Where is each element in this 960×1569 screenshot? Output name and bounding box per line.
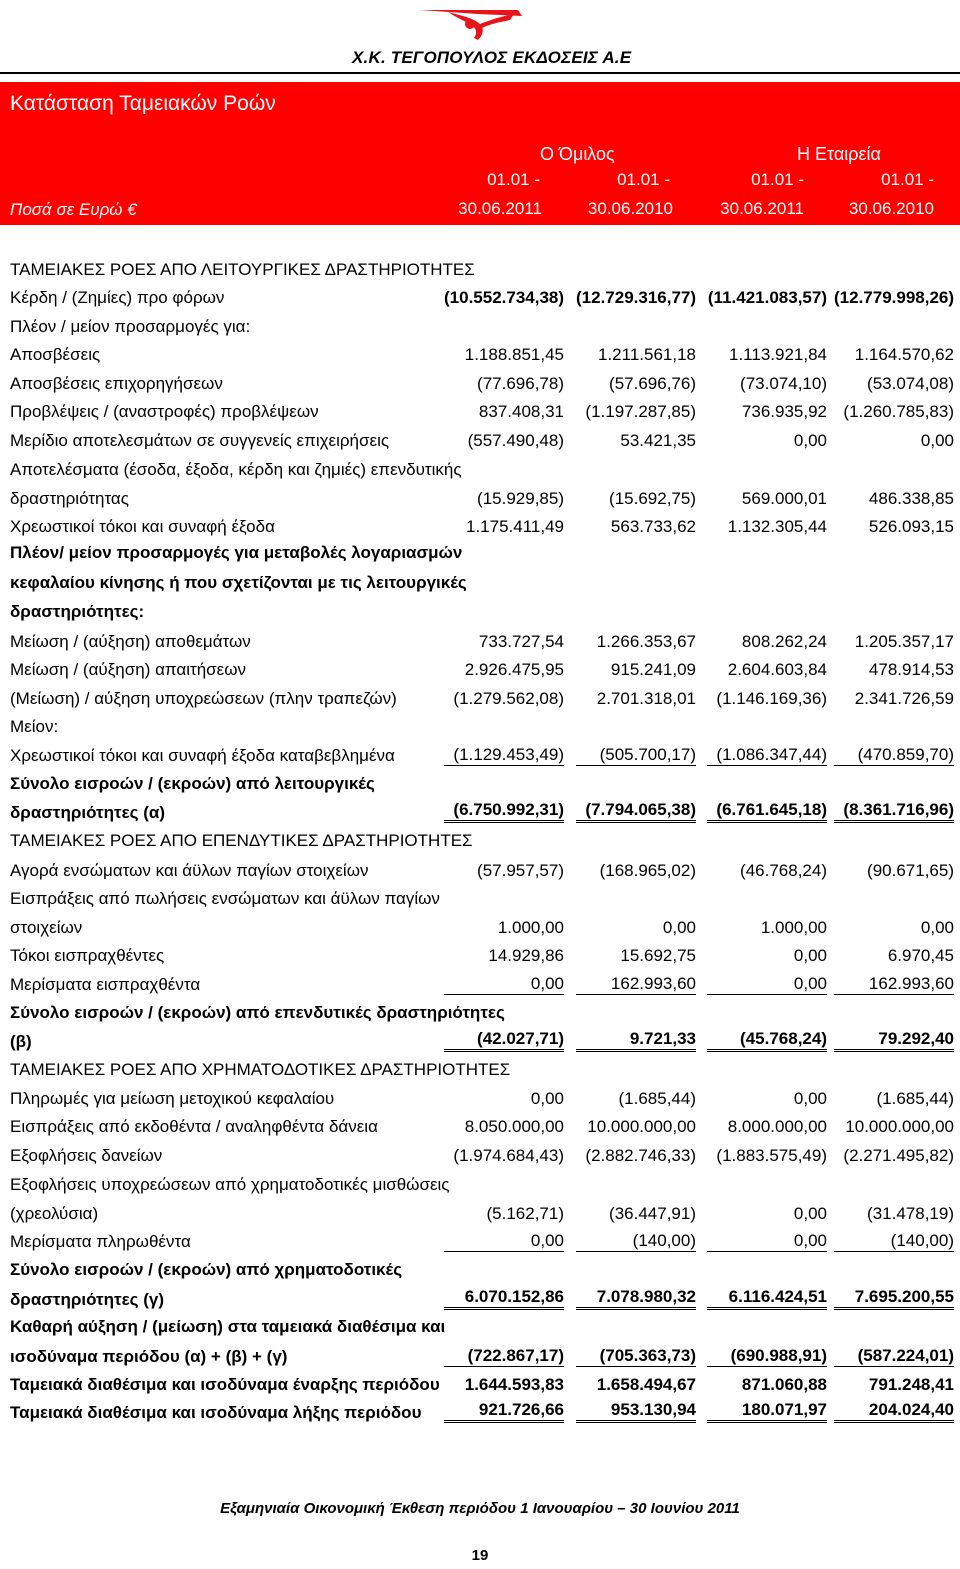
value-group-2010: 15.692,75: [620, 946, 696, 965]
value-company-2010: 1.164.570,62: [854, 345, 954, 364]
row-label: Χρεωστικοί τόκοι και συναφή έξοδα: [10, 517, 275, 536]
row-label: (β): [10, 1032, 32, 1051]
row-label: Εισπράξεις από πωλήσεις ενσώματων και άϋλων παγίων: [10, 889, 440, 908]
company-column-label: Η Εταιρεία: [797, 144, 881, 164]
row-label: ΤΑΜΕΙΑΚΕΣ ΡΟΕΣ ΑΠΟ ΧΡΗΜΑΤΟΔΟΤΙΚΕΣ ΔΡΑΣΤΗΡΙΟΤΗΤΕΣ: [10, 1060, 511, 1079]
value-group-2010: 162.993,60: [576, 974, 696, 995]
row-label: Μείωση / (αύξηση) απαιτήσεων: [10, 660, 247, 679]
period-start-1: 01.01 -: [487, 170, 540, 189]
company-name: Χ.Κ. ΤΕΓΟΠΟΥΛΟΣ ΕΚΔΟΣΕΙΣ Α.Ε: [352, 48, 632, 67]
row-label: Κέρδη / (Ζημίες) προ φόρων: [10, 288, 225, 307]
value-group-2010: 953.130,94: [576, 1400, 696, 1423]
table-row: [0, 942, 960, 970]
value-group-2011: (1.974.684,43): [453, 1146, 564, 1165]
value-company-2010: 2.341.726,59: [854, 689, 954, 708]
value-group-2010: 915.241,09: [610, 660, 696, 679]
value-company-2011: 2.604.603,84: [727, 660, 827, 679]
value-group-2010: (36.447,91): [609, 1204, 696, 1223]
row-label: Πλέον / μείον προσαρμογές για:: [10, 317, 251, 336]
value-company-2010: 7.695.200,55: [834, 1287, 954, 1310]
value-company-2010: 526.093,15: [868, 517, 954, 536]
value-group-2010: (7.794.065,38): [576, 800, 696, 823]
value-company-2011: (1.883.575,49): [716, 1146, 827, 1165]
table-row: [0, 539, 960, 567]
value-company-2011: 1.113.921,84: [729, 345, 827, 364]
row-label: Αγορά ενσώματων και άϋλων παγίων στοιχείων: [10, 861, 369, 880]
value-company-2010: 791.248,41: [868, 1375, 954, 1394]
value-company-2011: 180.071,97: [707, 1400, 827, 1423]
table-row: [0, 656, 960, 684]
value-company-2011: 0,00: [707, 974, 827, 995]
value-group-2011: (57.957,57): [477, 861, 564, 880]
value-company-2010: (470.859,70): [834, 745, 954, 766]
value-company-2010: (587.224,01): [834, 1346, 954, 1367]
value-company-2011: 736.935,92: [741, 402, 827, 421]
value-company-2011: 0,00: [707, 1231, 827, 1252]
value-group-2010: 7.078.980,32: [576, 1287, 696, 1310]
value-company-2011: 8.000.000,00: [727, 1117, 827, 1136]
value-group-2010: (1.685,44): [618, 1089, 696, 1108]
row-label: Σύνολο εισροών / (εκροών) από λειτουργικές: [10, 774, 375, 793]
statement-banner: [0, 82, 960, 225]
table-row: [0, 284, 960, 312]
table-row: [0, 685, 960, 713]
value-group-2011: (5.162,71): [486, 1204, 564, 1223]
period-end-1: 30.06.2011: [458, 199, 542, 218]
value-group-2010: (140,00): [576, 1231, 696, 1252]
row-label: Χρεωστικοί τόκοι και συναφή έξοδα καταβεβλημένα: [10, 746, 395, 765]
table-row: [0, 1142, 960, 1170]
value-company-2010: 6.970,45: [887, 946, 954, 965]
value-company-2010: 486.338,85: [868, 489, 954, 508]
value-company-2011: (6.761.645,18): [707, 800, 827, 823]
value-group-2011: 0,00: [530, 1089, 564, 1108]
row-label: Μείον:: [10, 717, 59, 736]
value-company-2010: 79.292,40: [834, 1029, 954, 1052]
row-label: Μερίδιο αποτελεσμάτων σε συγγενείς επιχειρήσεις: [10, 431, 390, 450]
row-label: στοιχείων: [10, 918, 83, 937]
value-company-2011: 0,00: [793, 946, 827, 965]
table-row: [0, 485, 960, 513]
table-row: [0, 1171, 960, 1199]
page-number: 19: [471, 1547, 489, 1564]
table-row: [0, 827, 960, 855]
value-group-2010: (1.197.287,85): [585, 402, 696, 421]
row-label: ΤΑΜΕΙΑΚΕΣ ΡΟΕΣ ΑΠΟ ΕΠΕΝΔΥΤΙΚΕΣ ΔΡΑΣΤΗΡΙΟΤΗΤΕΣ: [10, 831, 473, 850]
table-row: [0, 1228, 960, 1256]
red-flying-figure-logo-icon: [418, 4, 530, 44]
value-company-2010: (140,00): [834, 1231, 954, 1252]
row-label: δραστηριότητες (α): [10, 803, 165, 822]
table-row: [0, 370, 960, 398]
row-label: (Μείωση) / αύξηση υποχρεώσεων (πλην τραπεζών): [10, 689, 397, 708]
table-row: [0, 256, 960, 284]
page-header: [0, 0, 960, 85]
table-row: [0, 313, 960, 341]
value-company-2010: 0,00: [920, 918, 954, 937]
table-row: [0, 456, 960, 484]
value-company-2011: 0,00: [793, 1089, 827, 1108]
value-company-2011: (46.768,24): [740, 861, 827, 880]
value-group-2011: (42.027,71): [444, 1029, 564, 1052]
row-label: Σύνολο εισροών / (εκροών) από επενδυτικές δραστηριότητες: [10, 1003, 505, 1022]
value-group-2010: (12.729.316,77): [576, 288, 697, 307]
header-rule: [0, 72, 960, 74]
value-company-2010: 10.000.000,00: [845, 1117, 954, 1136]
value-group-2010: 2.701.318,01: [596, 689, 696, 708]
table-row: [0, 742, 960, 770]
value-group-2010: (168.965,02): [599, 861, 696, 880]
value-group-2010: (2.882.746,33): [585, 1146, 696, 1165]
value-group-2011: (722.867,17): [444, 1346, 564, 1367]
value-group-2011: 733.727,54: [478, 632, 564, 651]
value-group-2011: 1.188.851,45: [464, 345, 564, 364]
value-company-2011: (1.146.169,36): [716, 689, 827, 708]
table-row: [0, 713, 960, 741]
value-company-2011: 1.000,00: [760, 918, 827, 937]
value-company-2010: (1.260.785,83): [843, 402, 954, 421]
value-company-2010: 162.993,60: [834, 974, 954, 995]
value-group-2010: (15.692,75): [609, 489, 696, 508]
value-company-2010: (8.361.716,96): [834, 800, 954, 823]
table-row: [0, 628, 960, 656]
value-group-2011: 8.050.000,00: [464, 1117, 564, 1136]
value-company-2011: 569.000,01: [741, 489, 827, 508]
value-group-2011: (6.750.992,31): [444, 800, 564, 823]
value-group-2010: 563.733,62: [610, 517, 696, 536]
table-row: [0, 1113, 960, 1141]
value-company-2011: 1.132.305,44: [727, 517, 827, 536]
row-label: Μερίσματα πληρωθέντα: [10, 1232, 191, 1251]
value-company-2011: (1.086.347,44): [707, 745, 827, 766]
value-company-2010: (31.478,19): [867, 1204, 954, 1223]
value-group-2010: 1.658.494,67: [596, 1375, 696, 1394]
amount-unit-label: Ποσά σε Ευρώ €: [10, 200, 137, 219]
value-group-2011: 921.726,66: [444, 1400, 564, 1423]
table-row: [0, 569, 960, 597]
row-label: Τόκοι εισπραχθέντες: [10, 946, 165, 965]
table-row: [0, 999, 960, 1027]
table-row: [0, 1286, 960, 1314]
value-company-2010: 1.205.357,17: [854, 632, 954, 651]
period-start-2: 01.01 -: [617, 170, 670, 189]
period-end-3: 30.06.2011: [720, 199, 804, 218]
value-group-2011: (1.279.562,08): [453, 689, 564, 708]
row-label: Αποσβέσεις: [10, 345, 101, 364]
value-company-2011: 0,00: [793, 1204, 827, 1223]
value-group-2010: (705.363,73): [576, 1346, 696, 1367]
table-row: [0, 1399, 960, 1427]
row-label: Εξοφλήσεις υποχρεώσεων από χρηματοδοτικές μισθώσεις: [10, 1175, 450, 1194]
row-label: Ταμειακά διαθέσιμα και ισοδύναμα λήξης περιόδου: [10, 1403, 422, 1422]
value-group-2011: (557.490,48): [467, 431, 564, 450]
value-company-2011: 0,00: [793, 431, 827, 450]
table-row: [0, 1256, 960, 1284]
value-group-2011: 1.000,00: [497, 918, 564, 937]
row-label: Εισπράξεις από εκδοθέντα / αναληφθέντα δάνεια: [10, 1117, 378, 1136]
value-group-2011: (10.552.734,38): [444, 288, 565, 307]
row-label: ισοδύναμα περιόδου (α) + (β) + (γ): [10, 1347, 288, 1366]
row-label: κεφαλαίου κίνησης ή που σχετίζονται με τις λειτουργικές: [10, 573, 467, 592]
value-company-2011: 871.060,88: [741, 1375, 827, 1394]
row-label: Αποσβέσεις επιχορηγήσεων: [10, 374, 223, 393]
row-label: Προβλέψεις / (αναστροφές) προβλέψεων: [10, 402, 319, 421]
row-label: δραστηριότητες:: [10, 602, 145, 621]
table-row: [0, 341, 960, 369]
value-company-2010: (12.779.998,26): [834, 288, 955, 307]
value-group-2010: (505.700,17): [576, 745, 696, 766]
table-row: [0, 1085, 960, 1113]
value-group-2011: 1.175.411,49: [466, 517, 564, 536]
value-group-2011: 1.644.593,83: [464, 1375, 564, 1394]
value-group-2010: 10.000.000,00: [587, 1117, 696, 1136]
value-company-2011: (45.768,24): [707, 1029, 827, 1052]
table-row: [0, 1056, 960, 1084]
table-row: [0, 1371, 960, 1399]
value-group-2010: (57.696,76): [609, 374, 696, 393]
value-group-2010: 0,00: [662, 918, 696, 937]
table-row: [0, 427, 960, 455]
table-row: [0, 885, 960, 913]
row-label: ΤΑΜΕΙΑΚΕΣ ΡΟΕΣ ΑΠΟ ΛΕΙΤΟΥΡΓΙΚΕΣ ΔΡΑΣΤΗΡΙΟΤΗΤΕΣ: [10, 260, 475, 279]
row-label: (χρεολύσια): [10, 1204, 99, 1223]
table-row: [0, 1313, 960, 1341]
period-start-3: 01.01 -: [751, 170, 804, 189]
row-label: Σύνολο εισροών / (εκροών) από χρηματοδοτικές: [10, 1260, 403, 1279]
value-group-2011: 0,00: [444, 974, 564, 995]
value-company-2010: 478.914,53: [868, 660, 954, 679]
value-group-2010: 1.211.561,18: [598, 345, 696, 364]
value-group-2011: 837.408,31: [478, 402, 564, 421]
value-company-2011: (690.988,91): [707, 1346, 827, 1367]
table-row: [0, 1028, 960, 1056]
value-company-2011: (73.074,10): [740, 374, 827, 393]
table-row: [0, 398, 960, 426]
value-group-2010: 53.421,35: [620, 431, 696, 450]
period-end-4: 30.06.2010: [848, 199, 934, 218]
value-group-2011: (15.929,85): [477, 489, 564, 508]
row-label: Εξοφλήσεις δανείων: [10, 1146, 163, 1165]
value-company-2010: (53.074,08): [867, 374, 954, 393]
table-row: [0, 799, 960, 827]
group-column-label: Ο Όμιλος: [540, 144, 615, 164]
row-label: δραστηριότητας: [10, 489, 129, 508]
table-row: [0, 513, 960, 541]
period-end-2: 30.06.2010: [587, 199, 673, 218]
row-label: Πλέον/ μείον προσαρμογές για μεταβολές λογαριασμών: [10, 543, 463, 562]
value-group-2010: 9.721,33: [576, 1029, 696, 1052]
value-company-2011: 6.116.424,51: [707, 1287, 827, 1310]
table-row: [0, 971, 960, 999]
table-row: [0, 914, 960, 942]
row-label: δραστηριότητες (γ): [10, 1290, 164, 1309]
row-label: Μερίσματα εισπραχθέντα: [10, 975, 201, 994]
value-company-2010: 204.024,40: [834, 1400, 954, 1423]
value-group-2011: 14.929,86: [488, 946, 564, 965]
table-row: [0, 857, 960, 885]
table-row: [0, 1343, 960, 1371]
value-group-2011: 0,00: [444, 1231, 564, 1252]
table-row: [0, 598, 960, 626]
table-row: [0, 770, 960, 798]
row-label: Πληρωμές για μείωση μετοχικού κεφαλαίου: [10, 1089, 335, 1108]
value-company-2011: (11.421.083,57): [707, 288, 827, 307]
value-company-2010: 0,00: [920, 431, 954, 450]
table-row: [0, 1200, 960, 1228]
statement-title: Κατάσταση Ταμειακών Ροών: [10, 92, 276, 115]
value-group-2011: (77.696,78): [477, 374, 564, 393]
period-start-4: 01.01 -: [881, 170, 934, 189]
report-footer: Εξαμηνιαία Οικονομική Έκθεση περιόδου 1 Ιανουαρίου – 30 Ιουνίου 2011: [220, 1500, 740, 1517]
row-label: Αποτελέσματα (έσοδα, έξοδα, κέρδη και ζημιές) επενδυτικής: [10, 460, 462, 479]
value-group-2010: 1.266.353,67: [596, 632, 696, 651]
row-label: Καθαρή αύξηση / (μείωση) στα ταμειακά διαθέσιμα και: [10, 1317, 446, 1336]
value-company-2010: (1.685,44): [876, 1089, 954, 1108]
value-group-2011: (1.129.453,49): [444, 745, 564, 766]
row-label: Μείωση / (αύξηση) αποθεμάτων: [10, 632, 251, 651]
value-group-2011: 6.070.152,86: [444, 1287, 564, 1310]
value-company-2010: (2.271.495,82): [843, 1146, 954, 1165]
row-label: Ταμειακά διαθέσιμα και ισοδύναμα έναρξης περιόδου: [10, 1375, 440, 1394]
value-company-2011: 808.262,24: [741, 632, 827, 651]
value-group-2011: 2.926.475,95: [464, 660, 564, 679]
value-company-2010: (90.671,65): [867, 861, 954, 880]
